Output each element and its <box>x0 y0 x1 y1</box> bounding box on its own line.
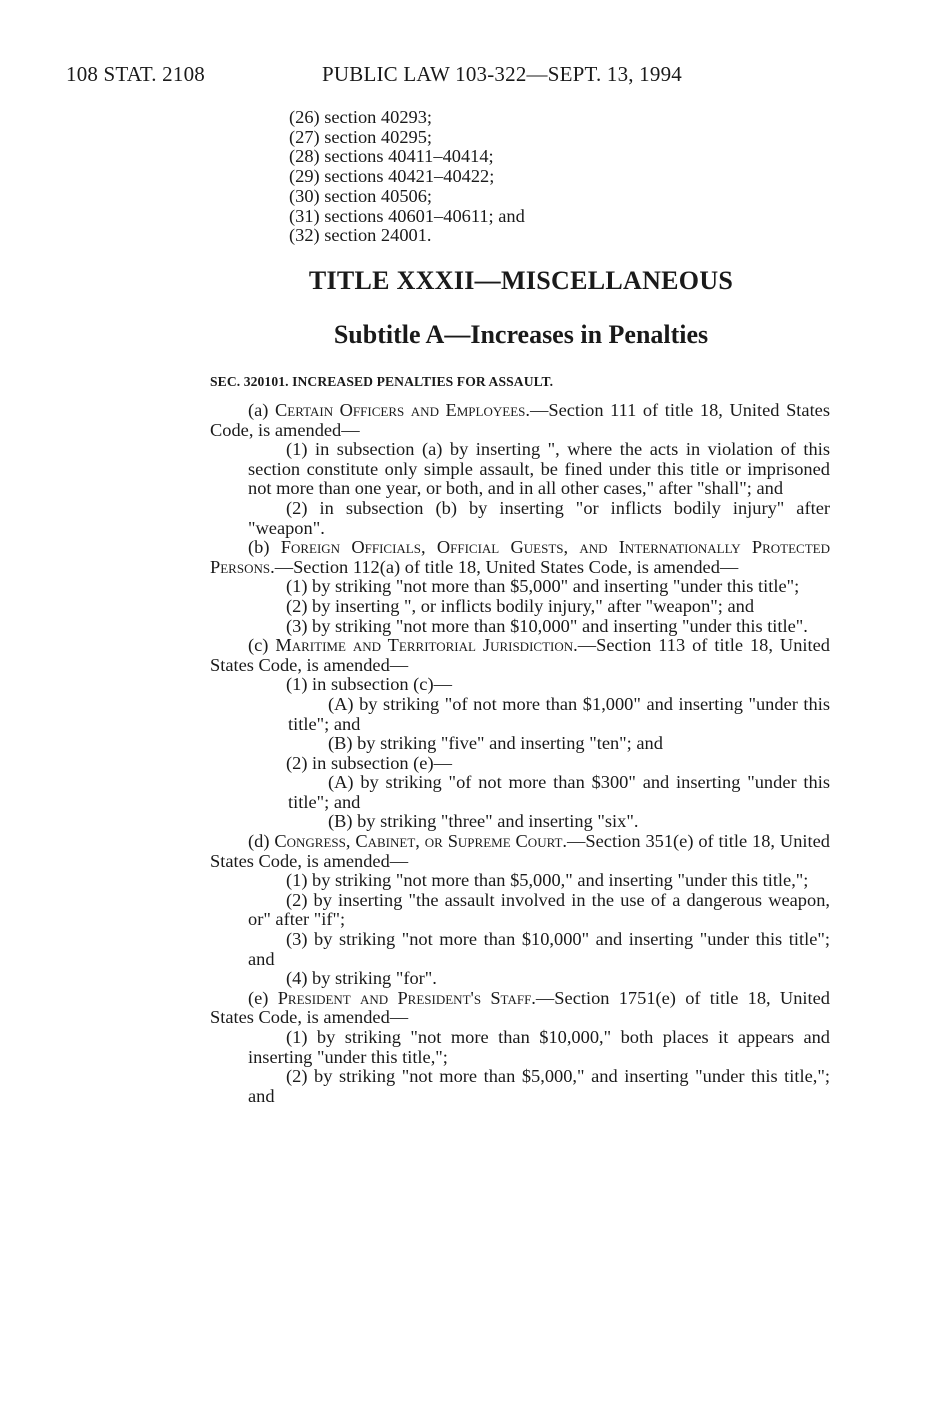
subtitle-heading: Subtitle A—Increases in Penalties <box>333 320 709 349</box>
subsection-label: (d) <box>248 831 275 852</box>
subparagraph: (B) by striking "five" and inserting "ten"; and <box>328 733 663 754</box>
subsection-heading: Certain Officers and Employees. <box>274 400 530 420</box>
subsection-text: —Section 111 of title 18, United States Code, is amended— <box>210 400 830 440</box>
paragraph: (1) by striking "not more than $5,000," and inserting "under this title,"; <box>286 870 809 891</box>
subsection-heading: Foreign Officials, Official Guests, and Internationally Protected Persons. <box>210 537 830 577</box>
section-heading: SEC. 320101. INCREASED PENALTIES FOR ASSAULT. <box>210 374 554 389</box>
paragraph: (2) by striking "not more than $5,000," and inserting "under this title,"; and <box>248 1066 830 1106</box>
list-item: (26) section 40293; <box>289 107 433 127</box>
subsection-a <box>210 401 830 440</box>
title-heading: TITLE XXXII—MISCELLANEOUS <box>308 266 734 295</box>
subsection-heading: President and President's Staff. <box>277 987 536 1008</box>
paragraph: (1) by striking "not more than $5,000" and inserting "under this title"; <box>286 576 800 597</box>
paragraph: (2) in subsection (b) by inserting "or inflicts bodily injury" after "weapon". <box>248 497 830 538</box>
paragraph: (3) by striking "not more than $10,000" and inserting "under this title"; and <box>248 929 830 969</box>
paragraph: (1) by striking "not more than $10,000," both places it appears and inserting "under this title,"; <box>248 1027 830 1067</box>
paragraph: (2) by inserting "the assault involved in the use of a dangerous weapon, or" after "if"; <box>248 889 830 930</box>
section-list <box>289 108 849 246</box>
section-body <box>210 401 830 1106</box>
list-item: (30) section 40506; <box>289 185 433 206</box>
list-item: (32) section 24001. <box>289 225 432 246</box>
subsection-label: (e) <box>248 987 278 1008</box>
list-item: (27) section 40295; <box>289 126 433 147</box>
subsection-c <box>210 636 830 675</box>
list-item: (31) sections 40601–40611; and <box>289 205 525 226</box>
subsection-heading: Maritime and Territorial Jurisdiction. <box>275 635 578 656</box>
paragraph: (2) by inserting ", or inflicts bodily injury," after "weapon"; and <box>286 595 755 616</box>
list-item: (29) sections 40421–40422; <box>289 166 495 187</box>
subsection-d <box>210 832 830 871</box>
subsection-b <box>210 538 830 577</box>
paragraph: (3) by striking "not more than $10,000" and inserting "under this title". <box>286 615 808 636</box>
subsection-text: —Section 351(e) of title 18, United States Code, is amended— <box>210 831 830 871</box>
paragraph: (2) in subsection (e)— <box>286 752 452 773</box>
subsection-label: (c) <box>248 635 276 656</box>
subsection-label: (a) <box>248 400 275 420</box>
subsection-label: (b) <box>248 537 281 558</box>
subparagraph: (A) by striking "of not more than $300" and inserting "under this title"; and <box>288 772 830 812</box>
paragraph: (4) by striking "for". <box>286 968 437 989</box>
subparagraph: (A) by striking "of not more than $1,000" and inserting "under this title"; and <box>288 693 830 734</box>
subsection-text: —Section 112(a) of title 18, United States Code, is amended— <box>274 556 739 577</box>
stat-page-reference: 108 STAT. 2108 <box>66 62 205 86</box>
subsection-e <box>210 989 830 1028</box>
paragraph: (1) in subsection (c)— <box>286 674 452 695</box>
paragraph: (1) in subsection (a) by inserting ", where the acts in violation of this section constitute only simple assault, be fined under this title or imprisoned not more than one year, or both, and in all other cases," after "shall"; and <box>248 439 830 499</box>
subsection-heading: Congress, Cabinet, or Supreme Court. <box>274 831 568 852</box>
subsection-text: —Section 1751(e) of title 18, United States Code, is amended— <box>210 987 830 1028</box>
public-law-reference: PUBLIC LAW 103-322—SEPT. 13, 1994 <box>322 62 682 86</box>
subparagraph: (B) by striking "three" and inserting "six". <box>328 811 639 832</box>
list-item: (28) sections 40411–40414; <box>289 146 494 167</box>
subsection-text: —Section 113 of title 18, United States Code, is amended— <box>210 635 830 675</box>
